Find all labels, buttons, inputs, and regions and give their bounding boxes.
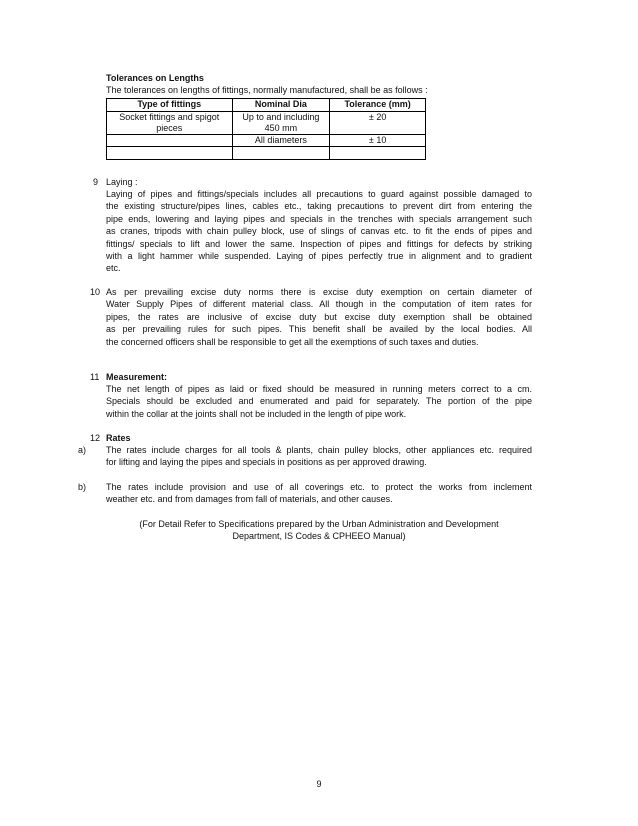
body-line: as per prevailing rules for such pipes. This benefit shall be availed by the local bodies. All bbox=[106, 324, 532, 335]
table-cell: ± 20 bbox=[330, 112, 426, 135]
body-line: As per prevailing excise duty norms there is excise duty exemption on certain diameter of bbox=[106, 287, 532, 297]
section-number: 10 bbox=[90, 287, 101, 297]
section-number: 11 bbox=[90, 372, 100, 382]
section-number: 9 bbox=[93, 177, 99, 187]
list-marker: b) bbox=[78, 482, 87, 492]
body-line: with a light hammer while suspended. Laying of pipes perfectly true in alignment and to gradient bbox=[106, 251, 532, 262]
tolerances-heading: Tolerances on Lengths bbox=[106, 73, 204, 83]
table-cell bbox=[330, 147, 426, 160]
table-row bbox=[107, 112, 426, 135]
page-number: 9 bbox=[316, 779, 322, 789]
body-line: Laying of pipes and fittings/specials includes all precautions to guard against possible damaged to bbox=[106, 189, 532, 199]
tolerances-table bbox=[106, 98, 426, 160]
body-line: pipes, the rates are inclusive of excise duty but excise duty exemption shall be obtained bbox=[106, 311, 532, 322]
section-body-laying bbox=[106, 188, 532, 275]
list-marker: a) bbox=[78, 445, 87, 455]
tolerances-intro: The tolerances on lengths of fittings, normally manufactured, shall be as follows : bbox=[106, 85, 428, 95]
body-line: the concerned officers shall be responsible to get all the exemptions of such taxes and duties. bbox=[106, 336, 479, 347]
section-number: 12 bbox=[90, 433, 101, 443]
footnote-line: Department, IS Codes & CPHEEO Manual) bbox=[232, 531, 406, 542]
table-cell bbox=[232, 147, 330, 160]
body-line: as cranes, tripods with chain pulley block, use of slings of canvas etc. to fit the ends of pipes and bbox=[106, 226, 532, 237]
table-cell: All diameters bbox=[232, 135, 330, 147]
body-line: The rates include charges for all tools & plants, chain pulley blocks, other appliances etc. required bbox=[106, 445, 532, 455]
body-line: etc. bbox=[106, 263, 121, 274]
table-row bbox=[107, 147, 426, 160]
section-body-excise bbox=[106, 286, 532, 348]
list-item bbox=[106, 444, 532, 469]
table-cell bbox=[107, 135, 233, 147]
body-line: pipe ends, lowering and laying pipes and specials in the trenches with specials arrangement such bbox=[106, 213, 532, 224]
section-title-rates: Rates bbox=[106, 433, 131, 443]
footnote-line: (For Detail Refer to Specifications prepared by the Urban Administration and Development bbox=[139, 519, 499, 529]
table-header-cell: Type of fittings bbox=[107, 99, 233, 112]
list-item bbox=[106, 481, 532, 506]
section-title-laying: Laying : bbox=[106, 177, 138, 187]
body-line: fittings/ specials to lift and lower the same. Inspection of pipes and fittings for defects by striking bbox=[106, 238, 532, 249]
body-line: for lifting and laying the pipes and specials in positions as per approved drawing. bbox=[106, 457, 427, 468]
table-row bbox=[107, 135, 426, 147]
table-cell bbox=[107, 147, 233, 160]
body-line: weather etc. and from damages from fall of materials, and other causes. bbox=[106, 494, 393, 505]
table-header-cell: Nominal Dia bbox=[232, 99, 330, 112]
table-cell: ± 10 bbox=[330, 135, 426, 147]
table-header-cell: Tolerance (mm) bbox=[330, 99, 426, 112]
body-line: the existing structure/pipes lines, cables etc., taking precautions to prevent dirt from entering the bbox=[106, 201, 532, 212]
table-cell: Up to and including 450 mm bbox=[232, 112, 330, 135]
body-line: Water Supply Pipes of different material class. All though in the computation of item rates for bbox=[106, 299, 532, 310]
body-line: Specials should be excluded and enumerated and paid for separately. The portion of the pipe bbox=[106, 396, 532, 407]
body-line: The net length of pipes as laid or fixed should be measured in running meters correct to a cm. bbox=[106, 384, 532, 394]
body-line: The rates include provision and use of all coverings etc. to protect the works from inclement bbox=[106, 482, 532, 492]
body-line: within the collar at the joints shall not be included in the length of pipe work. bbox=[106, 408, 407, 419]
section-title-measurement: Measurement: bbox=[106, 372, 168, 382]
section-body-measurement bbox=[106, 383, 532, 420]
table-cell: Socket fittings and spigot pieces bbox=[107, 112, 233, 135]
footnote bbox=[106, 518, 532, 543]
table-header-row bbox=[107, 99, 426, 112]
